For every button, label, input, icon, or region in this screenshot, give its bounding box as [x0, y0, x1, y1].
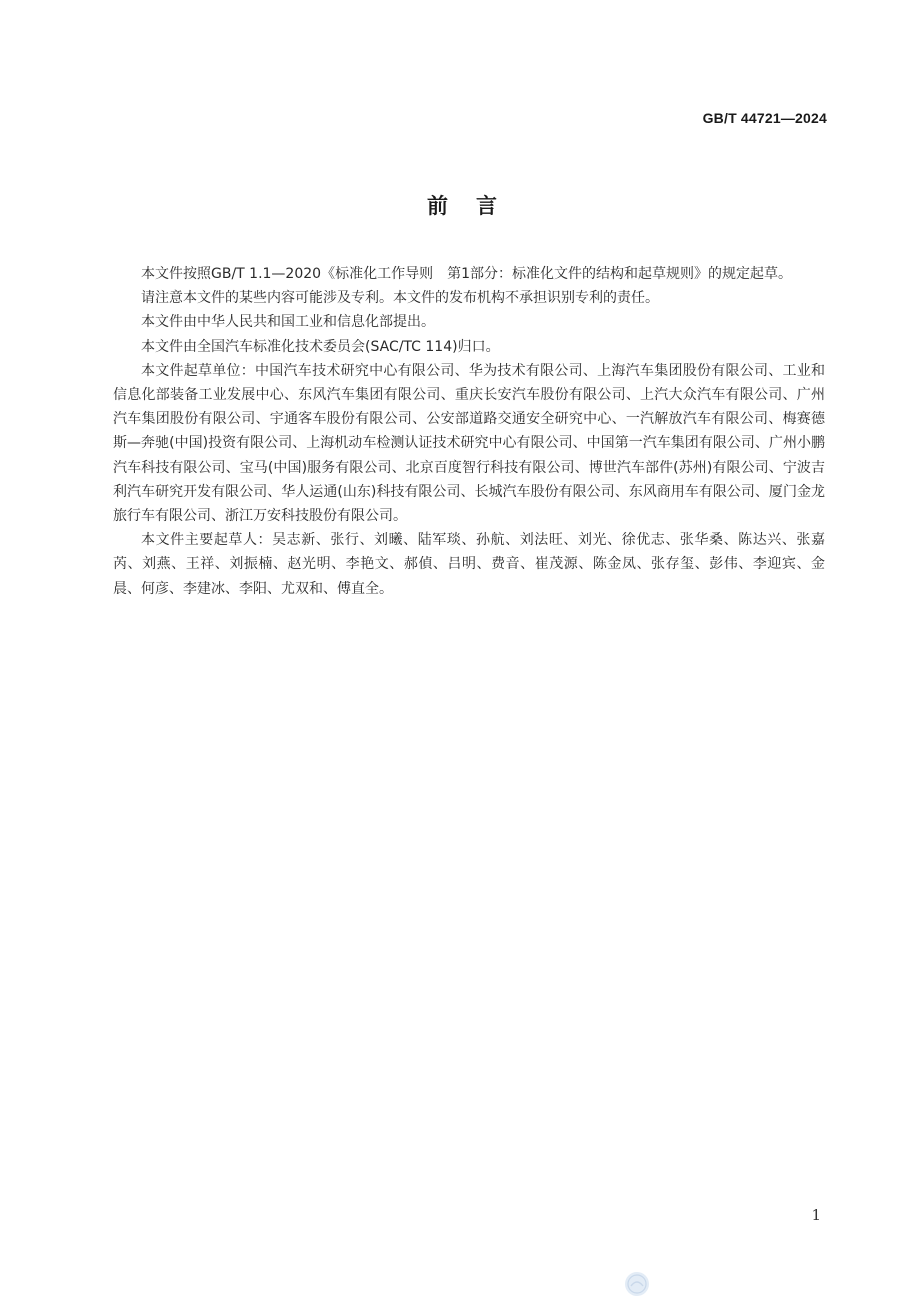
page-number: 1 — [811, 1206, 821, 1224]
sac-logo-icon — [624, 1271, 650, 1297]
standard-number: GB/T 44721—2024 — [702, 110, 827, 126]
paragraph-drafting-units: 本文件起草单位：中国汽车技术研究中心有限公司、华为技术有限公司、上海汽车集团股份有限公司、工业和信息化部装备工业发展中心、东风汽车集团有限公司、重庆长安汽车股份有限公司、上汽大众汽车有限公司、广州汽车集团股份有限公司、宇通客车股份有限公司、公安部道路交通安全研究中心、一汽解放汽车有限公司、梅赛德斯—奔驰(中国)投资有限公司、上海机动车检测认证技术研究中心有限公司、中国第一汽车集团有限公司、广州小鹏汽车科技有限公司、宝马(中国)服务有限公司、北京百度智行科技有限公司、博世汽车部件(苏州)有限公司、宁波吉利汽车研究开发有限公司、华人运通(山东)科技有限公司、长城汽车股份有限公司、东风商用车有限公司、厦门金龙旅行车有限公司、浙江万安科技股份有限公司。 — [113, 362, 825, 525]
paragraph-proposer: 本文件由中华人民共和国工业和信息化部提出。 — [141, 314, 435, 331]
foreword-body — [113, 262, 825, 601]
paragraph-patent-notice: 请注意本文件的某些内容可能涉及专利。本文件的发布机构不承担识别专利的责任。 — [141, 290, 659, 307]
paragraph-drafters: 本文件主要起草人：吴志新、张行、刘曦、陆军琰、孙航、刘法旺、刘光、徐优志、张华桑、陈达兴、张嘉芮、刘燕、王祥、刘振楠、赵光明、李艳文、郝偵、吕明、费音、崔茂源、陈金凤、张存玺、彭伟、李迎宾、金晨、何彦、李建冰、李阳、尤双和、傅直全。 — [113, 532, 825, 597]
paragraph-drafting-rules: 本文件按照GB/T 1.1—2020《标准化工作导则 第1部分：标准化文件的结构和起草规则》的规定起草。 — [141, 266, 792, 282]
paragraph-administrator: 本文件由全国汽车标准化技术委员会(SAC/TC 114)归口。 — [141, 338, 500, 355]
page-title: 前言 — [427, 194, 525, 218]
